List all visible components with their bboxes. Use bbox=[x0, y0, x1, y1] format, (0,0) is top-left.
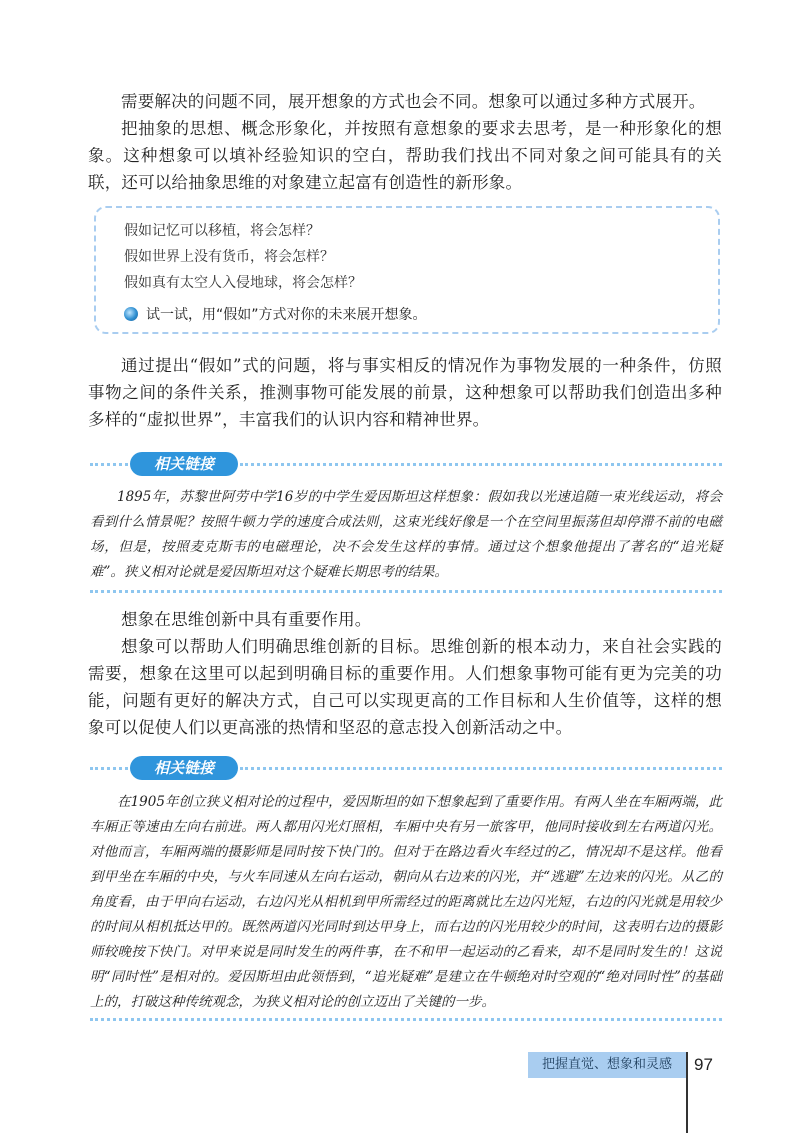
question-2: 假如世界上没有货币，将会怎样？ bbox=[124, 249, 334, 265]
footer-vertical-rule bbox=[686, 1052, 688, 1133]
dotted-divider bbox=[240, 463, 722, 466]
dotted-divider bbox=[90, 590, 722, 593]
try-it-prompt bbox=[124, 304, 427, 324]
question-3: 假如真有太空人入侵地球，将会怎样？ bbox=[124, 275, 362, 291]
page-number: 97 bbox=[694, 1055, 713, 1074]
related-link-text-2: 在1905年创立狭义相对论的过程中，爱因斯坦的如下想象起到了重要作用。有两人坐在车厢两端，此车厢正等速由左向右前进。两人都用闪光灯照相，车厢中央有另一旅客甲，他同时接收到左右两道闪光。对他而言，车厢两端的摄影师是同时按下快门的。但对于在路边看火车经过的乙，情况却不是这样。他看到甲坐在车厢的中央，与火车同速从左向右运动，朝向从右边来的闪光，并“逃避”左边来的闪光。从乙的角度看，由于甲向右运动，右边闪光从相机到甲所需经过的距离就比左边闪光短，右边的闪光就是用较少的时间从相机抵达甲的。既然两道闪光同时到达甲身上，而右边的闪光用较少的时间，这表明右边的摄影师较晚按下快门。对甲来说是同时发生的两件事，在不和甲一起运动的乙看来，却不是同时发生的！这说明“同时性”是相对的。爱因斯坦由此领悟到，“追光疑难”是建立在牛顿绝对时空观的“绝对同时性”的基础上的，打破这种传统观念，为狭义相对论的创立迈出了关键的一步。 bbox=[90, 794, 722, 1010]
question-1: 假如记忆可以移植，将会怎样？ bbox=[124, 223, 320, 239]
paragraph-5: 想象可以帮助人们明确思维创新的目标。思维创新的根本动力，来自社会实践的需要，想象在这里可以起到明确目标的重要作用。人们想象事物可能有更为完美的功能，问题有更好的解决方式，自己可以实现更高的工作目标和人生价值等，这样的想象可以促使人们以更高涨的热情和坚忍的意志投入创新活动之中。 bbox=[88, 637, 722, 737]
hypothetical-questions-box bbox=[94, 206, 720, 334]
blue-sphere-bullet-icon bbox=[124, 307, 138, 321]
related-link-header-2 bbox=[90, 756, 722, 780]
dotted-divider bbox=[90, 463, 128, 466]
dotted-divider bbox=[90, 767, 128, 770]
related-link-label-1: 相关链接 bbox=[130, 452, 238, 476]
try-it-text: 试一试，用“假如”方式对你的未来展开想象。 bbox=[146, 307, 427, 323]
related-link-text-1: 1895年，苏黎世阿劳中学16岁的中学生爱因斯坦这样想象：假如我以光速追随一束光线运动，将会看到什么情景呢？按照牛顿力学的速度合成法则，这束光线好像是一个在空间里振荡但却停滞不前的电磁场，但是，按照麦克斯韦的电磁理论，决不会发生这样的事情。通过这个想象他提出了著名的“追光疑难”。狭义相对论就是爱因斯坦对这个疑难长期思考的结果。 bbox=[90, 489, 722, 580]
paragraph-1: 需要解决的问题不同，展开想象的方式也会不同。想象可以通过多种方式展开。 bbox=[121, 92, 706, 111]
related-link-label-2: 相关链接 bbox=[130, 756, 238, 780]
dotted-divider bbox=[240, 767, 722, 770]
paragraph-3: 通过提出“假如”式的问题，将与事实相反的情况作为事物发展的一种条件，仿照事物之间的条件关系，推测事物可能发展的前景，这种想象可以帮助我们创造出多种多样的“虚拟世界”，丰富我们的认识内容和精神世界。 bbox=[88, 356, 722, 429]
paragraph-2: 把抽象的思想、概念形象化，并按照有意想象的要求去思考，是一种形象化的想象。这种想象可以填补经验知识的空白，帮助我们找出不同对象之间可能具有的关联，还可以给抽象思维的对象建立起富有创造性的新形象。 bbox=[88, 119, 722, 192]
dotted-divider bbox=[90, 1018, 722, 1021]
section-title-footer: 把握直觉、想象和灵感 bbox=[528, 1052, 686, 1078]
paragraph-4: 想象在思维创新中具有重要作用。 bbox=[121, 610, 372, 629]
related-link-header-1 bbox=[90, 452, 722, 476]
